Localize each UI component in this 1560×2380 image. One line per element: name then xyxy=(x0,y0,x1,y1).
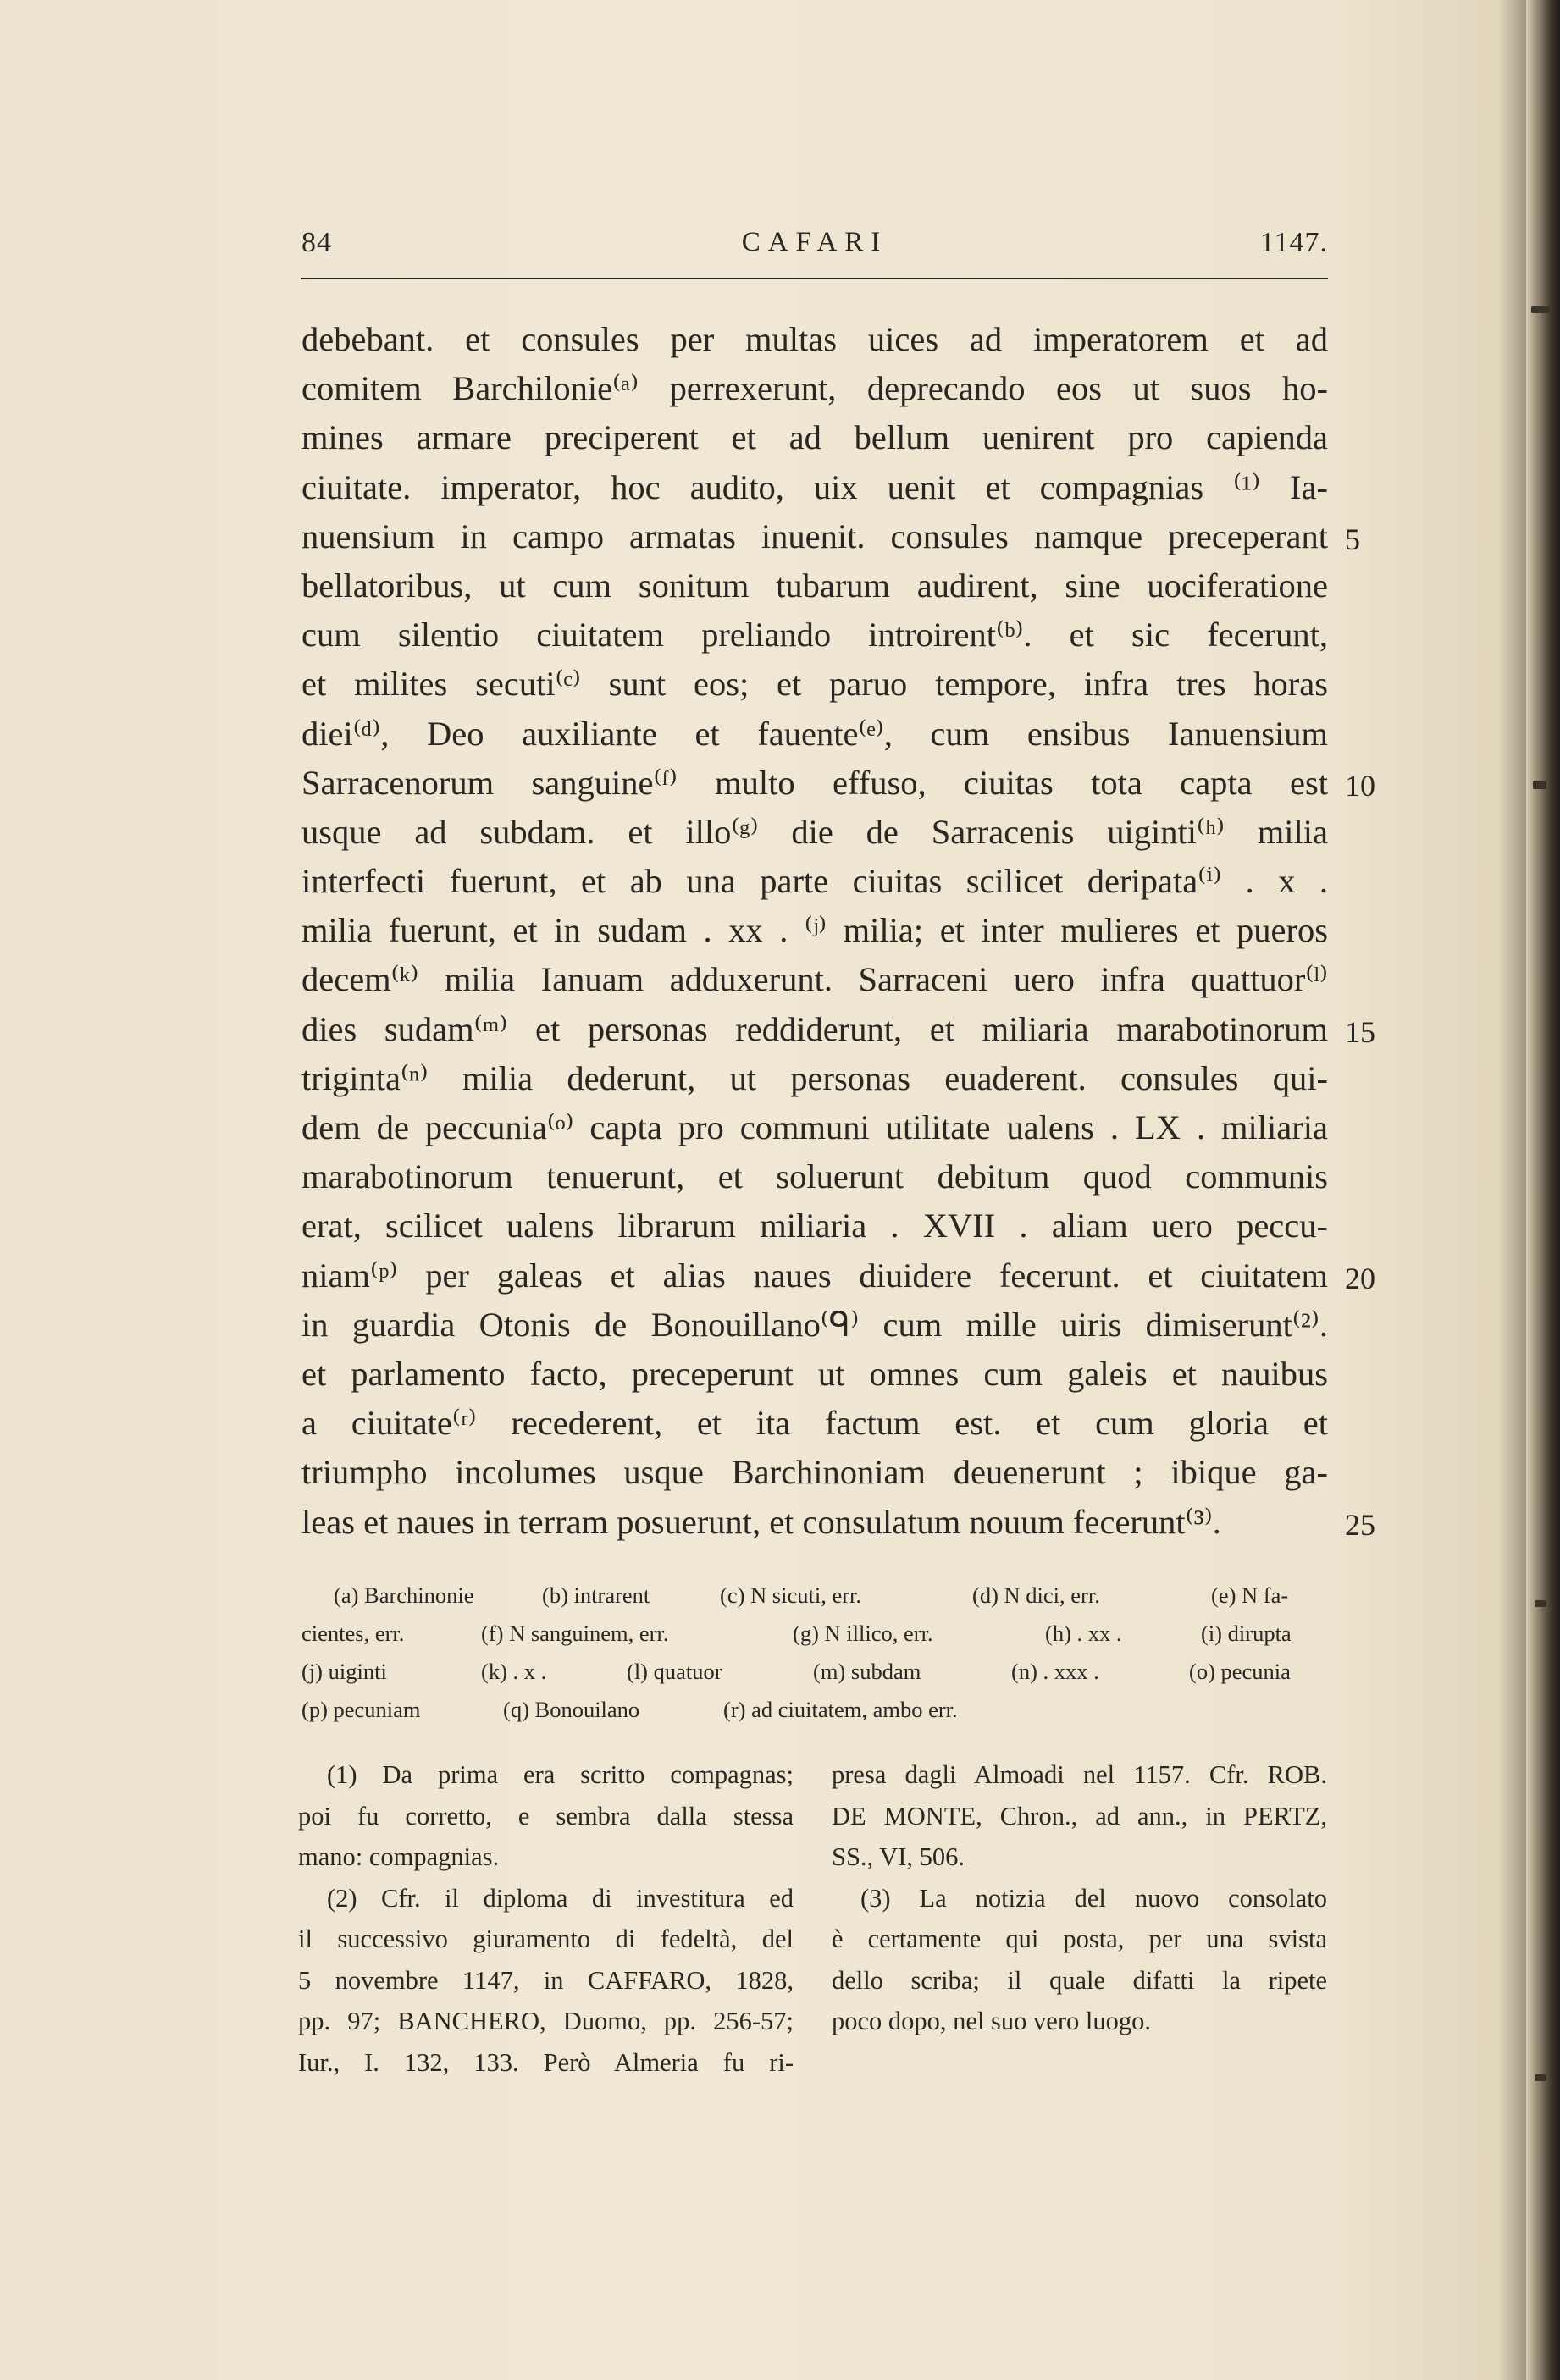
text-line: leas et naues in terram posuerunt, et consulatum nouum fecerunt⁽³⁾. xyxy=(301,1502,1221,1541)
footnote-line: è certamente qui posta, per una svista xyxy=(832,1924,1327,1953)
line-number: 5 xyxy=(1345,522,1360,556)
text-line: nuensium in campo armatas inuenit. consules namque preceperant xyxy=(301,516,1328,555)
text-line: milia fuerunt, et in sudam . xx . ⁽ʲ⁾ milia; et inter mulieres et pueros xyxy=(301,911,1328,950)
text-line: in guardia Otonis de Bonouillano⁽ᑫ⁾ cum mille uiris dimiserunt⁽²⁾. xyxy=(301,1305,1328,1344)
apparatus-note: (n) . xxx . xyxy=(1011,1659,1099,1684)
footnote-line: dello scriba; il quale difatti la ripete xyxy=(832,1965,1327,1995)
footnotes-left-column xyxy=(298,1754,794,2083)
footnote-line: SS., VI, 506. xyxy=(832,1842,965,1871)
text-line: niam⁽ᵖ⁾ per galeas et alias naues diuidere fecerunt. et ciuitatem xyxy=(301,1256,1328,1295)
text-line: cum silentio ciuitatem preliando introirent⁽ᵇ⁾. et sic fecerunt, xyxy=(301,616,1328,654)
footnote-line: pp. 97; BANCHERO, Duomo, pp. 256-57; xyxy=(298,2007,794,2035)
footnote-line: (2) Cfr. il diploma di investitura ed xyxy=(327,1883,794,1913)
page-edge-shadow xyxy=(1526,0,1560,2380)
text-line: et milites secuti⁽ᶜ⁾ sunt eos; et paruo tempore, infra tres horas xyxy=(301,665,1328,704)
apparatus-note: (r) ad ciuitatem, ambo err. xyxy=(723,1697,958,1722)
page-speck xyxy=(1535,2074,1546,2081)
apparatus-note: (a) Barchinonie xyxy=(334,1582,474,1608)
critical-apparatus xyxy=(301,1577,1328,1729)
footnotes-right-column xyxy=(832,1754,1327,2042)
footnote-line: 5 novembre 1147, in CAFFARO, 1828, xyxy=(298,1965,794,1995)
footnote-line: il successivo giuramento di fedeltà, del xyxy=(298,1924,794,1953)
footnote-line: DE MONTE, Chron., ad ann., in PERTZ, xyxy=(832,1801,1327,1831)
text-line: dem de peccunia⁽ᵒ⁾ capta pro communi utilitate ualens . LX . miliaria xyxy=(301,1108,1328,1146)
text-line: a ciuitate⁽ʳ⁾ recederent, et ita factum est. et cum gloria et xyxy=(301,1404,1328,1443)
apparatus-note: (f) N sanguinem, err. xyxy=(481,1621,669,1646)
apparatus-note: (k) . x . xyxy=(481,1659,547,1684)
text-line: triginta⁽ⁿ⁾ milia dederunt, ut personas euaderent. consules qui- xyxy=(301,1058,1328,1097)
apparatus-row xyxy=(301,1615,1328,1653)
text-line: diei⁽ᵈ⁾, Deo auxiliante et fauente⁽ᵉ⁾, cum ensibus Ianuensium xyxy=(301,714,1328,753)
line-number: 10 xyxy=(1345,769,1375,803)
text-line: decem⁽ᵏ⁾ milia Ianuam adduxerunt. Sarraceni uero infra quattuor⁽ˡ⁾ xyxy=(301,960,1328,999)
footnote-line: poi fu corretto, e sembra dalla stessa xyxy=(298,1801,794,1831)
text-line: triumpho incolumes usque Barchinoniam deuenerunt ; ibique ga- xyxy=(301,1453,1328,1492)
text-line: Sarracenorum sanguine⁽ᶠ⁾ multo effuso, ciuitas tota capta est xyxy=(301,763,1328,802)
apparatus-note: (j) uiginti xyxy=(301,1659,387,1684)
text-line: bellatoribus, ut cum sonitum tubarum audirent, sine uociferatione xyxy=(301,566,1328,605)
line-number: 20 xyxy=(1345,1262,1375,1295)
running-header xyxy=(301,227,1328,269)
apparatus-note: (b) intrarent xyxy=(542,1582,650,1608)
text-line: dies sudam⁽ᵐ⁾ et personas reddiderunt, et miliaria marabotinorum xyxy=(301,1009,1328,1048)
footnote-line: mano: compagnias. xyxy=(298,1842,500,1871)
line-number: 15 xyxy=(1345,1015,1375,1049)
text-line: mines armare preciperent et ad bellum uenirent pro capienda xyxy=(301,418,1328,457)
footnote-line: Iur., I. 132, 133. Però Almeria fu ri- xyxy=(298,2047,794,2077)
apparatus-note: (l) quatuor xyxy=(627,1659,722,1684)
footnote-line: poco dopo, nel suo vero luogo. xyxy=(832,2007,1151,2035)
text-line: comitem Barchilonie⁽ᵃ⁾ perrexerunt, deprecando eos ut suos ho- xyxy=(301,369,1328,408)
apparatus-note: (o) pecunia xyxy=(1189,1659,1291,1684)
apparatus-note: (q) Bonouilano xyxy=(503,1697,640,1722)
apparatus-row xyxy=(301,1577,1328,1615)
line-number: 25 xyxy=(1345,1508,1375,1542)
text-line: ciuitate. imperator, hoc audito, uix uenit et compagnias ⁽¹⁾ Ia- xyxy=(301,467,1328,506)
apparatus-note: (d) N dici, err. xyxy=(972,1582,1100,1608)
footnote-line: (1) Da prima era scritto compagnas; xyxy=(327,1760,794,1789)
text-line: marabotinorum tenuerunt, et soluerunt debitum quod communis xyxy=(301,1157,1328,1196)
footnote-line: presa dagli Almoadi nel 1157. Cfr. ROB. xyxy=(832,1760,1327,1789)
apparatus-note: (h) . xx . xyxy=(1045,1621,1122,1646)
apparatus-note: cientes, err. xyxy=(301,1621,405,1646)
apparatus-note: (m) subdam xyxy=(813,1659,921,1684)
apparatus-note: (e) N fa- xyxy=(1211,1582,1289,1608)
apparatus-note: (p) pecuniam xyxy=(301,1697,421,1722)
page-speck xyxy=(1533,781,1546,789)
text-line: erat, scilicet ualens librarum miliaria . XVII . aliam uero peccu- xyxy=(301,1207,1328,1245)
page-speck xyxy=(1535,1600,1546,1607)
apparatus-note: (i) dirupta xyxy=(1201,1621,1292,1646)
page-speck xyxy=(1531,306,1550,313)
apparatus-note: (g) N illico, err. xyxy=(793,1621,933,1646)
text-line: debebant. et consules per multas uices ad imperatorem et ad xyxy=(301,320,1328,358)
header-year: 1147. xyxy=(1259,227,1328,258)
page-number: 84 xyxy=(301,227,332,258)
apparatus-row xyxy=(301,1691,1328,1729)
text-line: interfecti fuerunt, et ab una parte ciuitas scilicet deripata⁽ⁱ⁾ . x . xyxy=(301,862,1328,901)
text-line: et parlamento facto, preceperunt ut omnes cum galeis et nauibus xyxy=(301,1354,1328,1393)
main-text xyxy=(301,315,1328,1547)
running-title: CAFARI xyxy=(741,227,888,257)
apparatus-note: (c) N sicuti, err. xyxy=(720,1582,862,1608)
footnote-line: (3) La notizia del nuovo consolato xyxy=(860,1883,1327,1913)
apparatus-row xyxy=(301,1653,1328,1691)
text-line: usque ad subdam. et illo⁽ᵍ⁾ die de Sarracenis uiginti⁽ʰ⁾ milia xyxy=(301,812,1328,851)
header-rule xyxy=(301,278,1328,279)
